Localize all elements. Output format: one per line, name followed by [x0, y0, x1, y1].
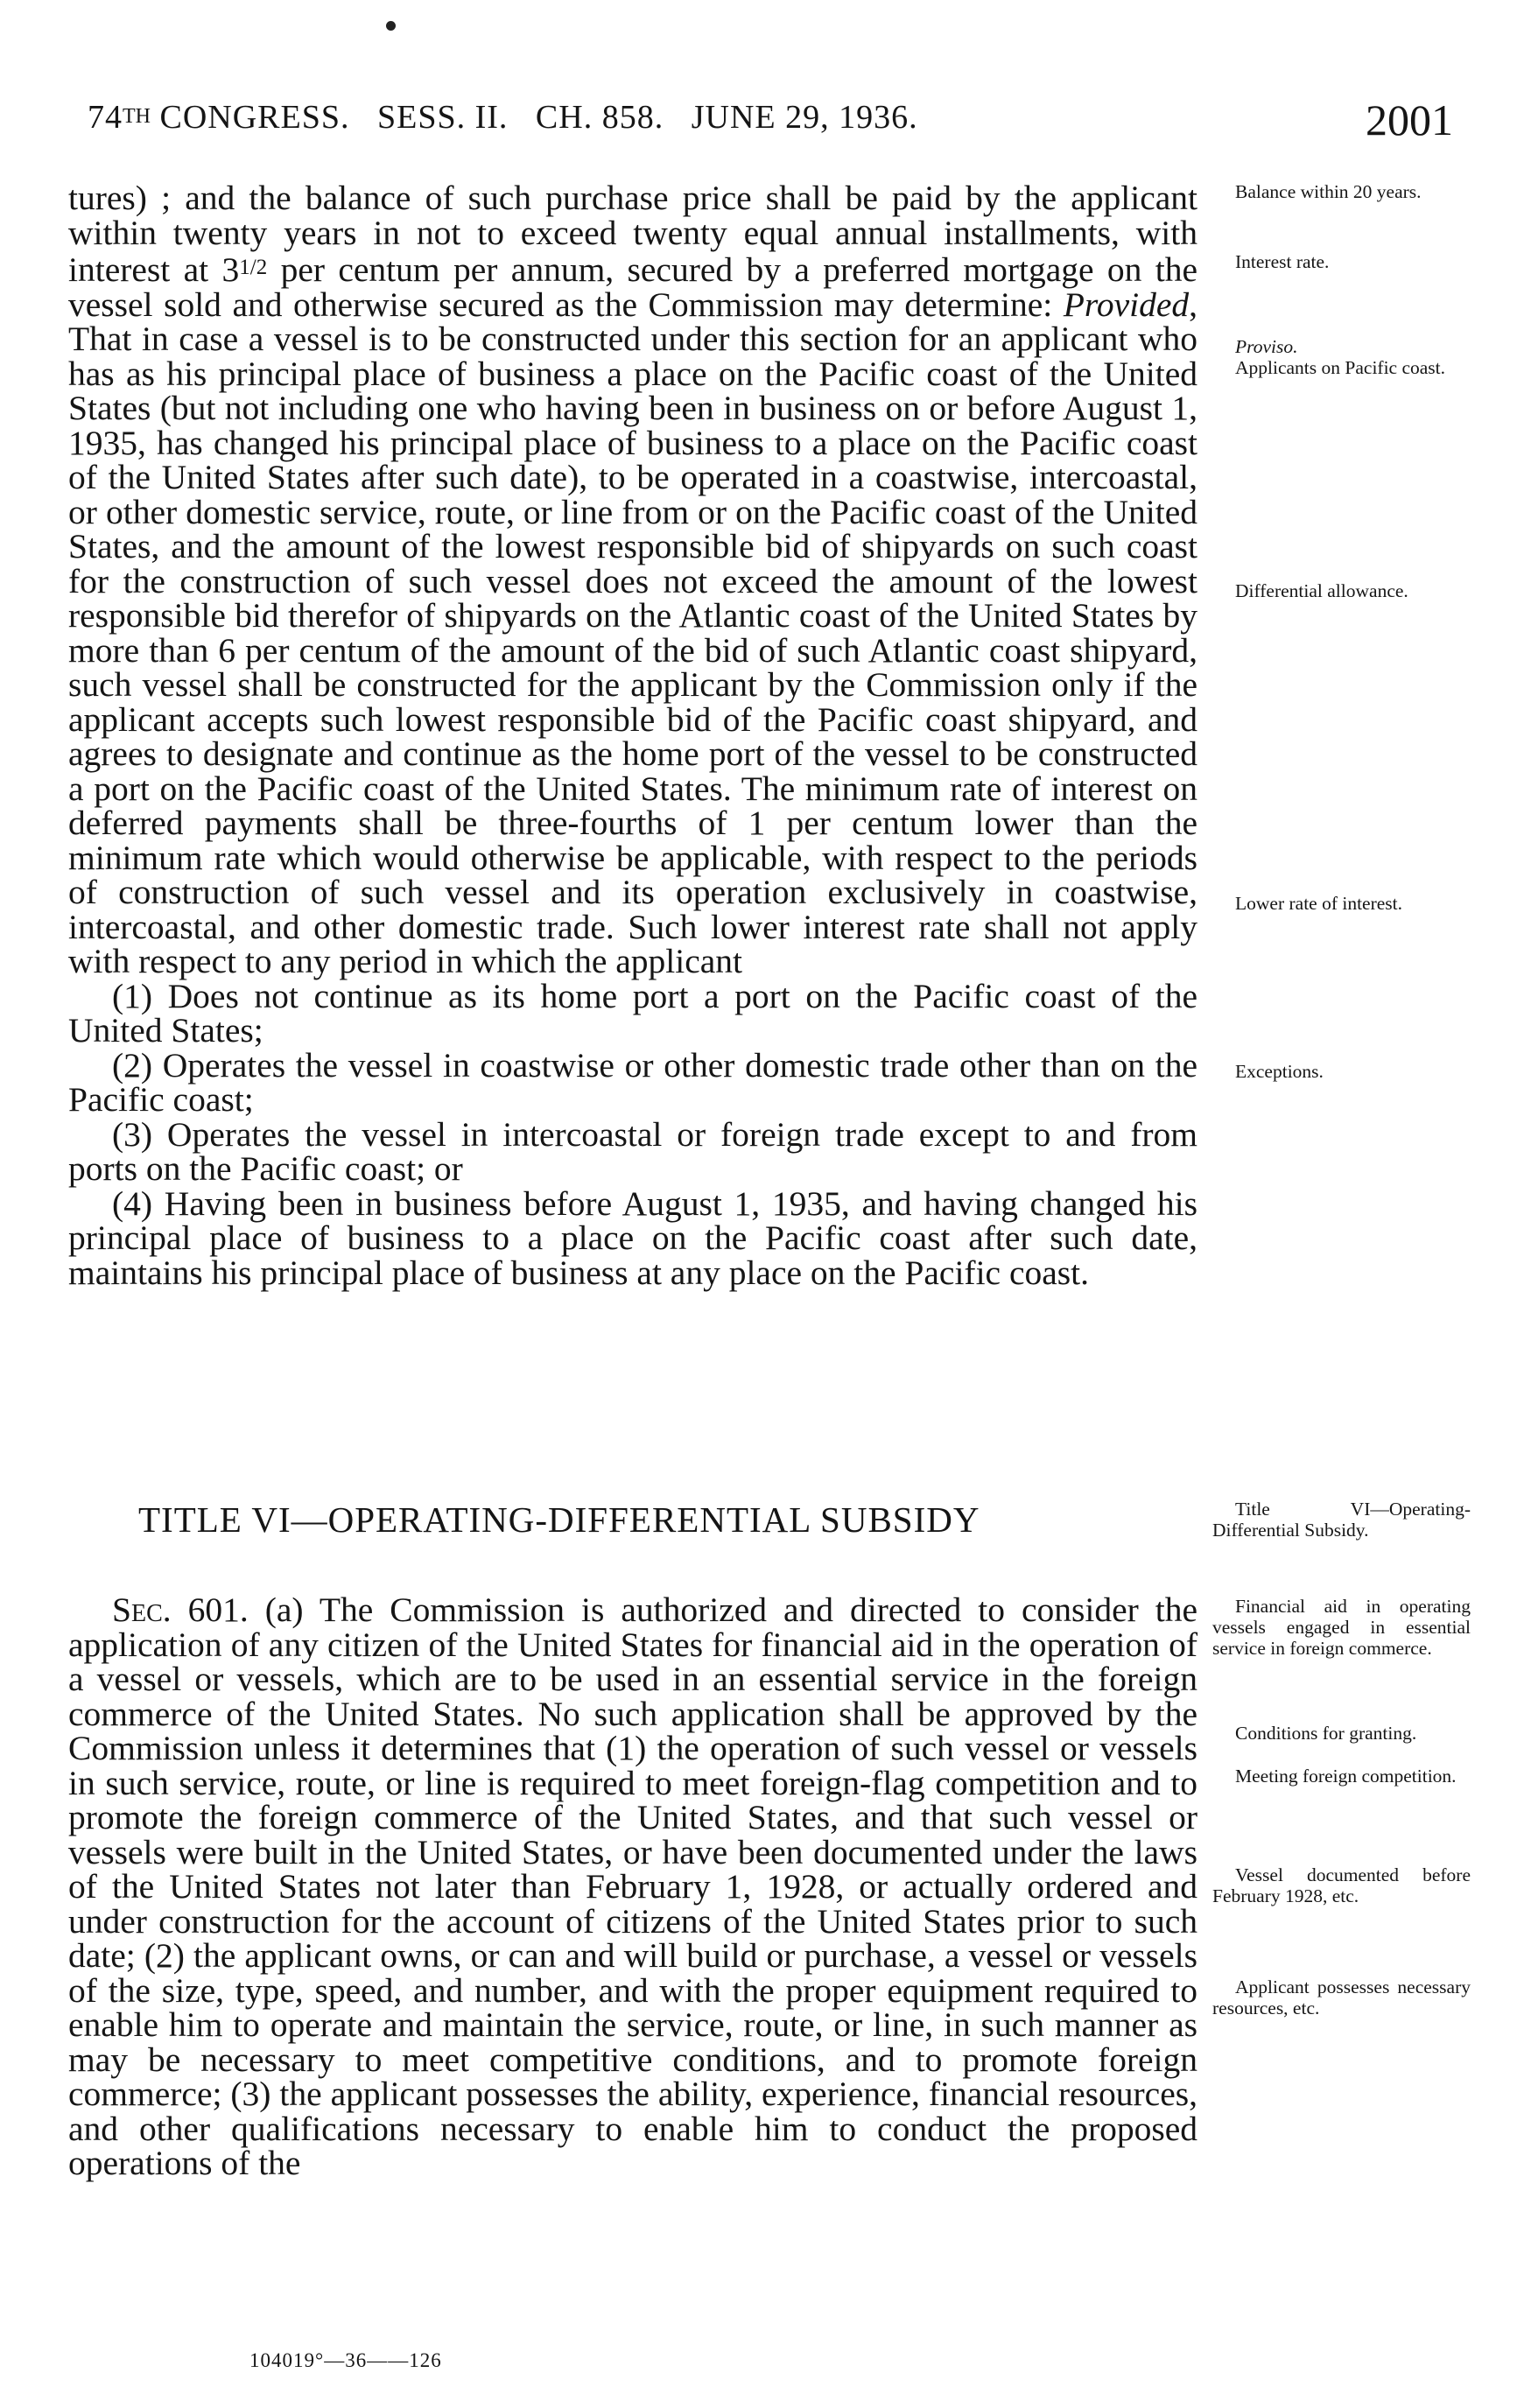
- margin-note-proviso: Proviso.: [1235, 336, 1298, 357]
- printer-signature: 104019°—36——126: [249, 2349, 442, 2371]
- exception-item-4: (4) Having been in business before August 1, 1935, and having changed his principal place of business to a place on the Pacific coast after such date, maintains his principal place of business at any place on the Pacific coast.: [68, 1183, 1197, 1292]
- page-header: [88, 95, 1453, 173]
- margin-note-applicant-resources: Applicant possesses necessary resources, etc.: [1212, 1976, 1471, 2018]
- margin-note-lower-rate: Lower rate of interest.: [1235, 893, 1403, 914]
- paragraph-purchase-price: [68, 181, 1197, 979]
- exception-item-1: (1) Does not continue as its home port a port on the Pacific coast of the United States;: [68, 976, 1197, 1050]
- margin-note-exceptions: Exceptions.: [1235, 1061, 1324, 1082]
- para1-text-a: tures) ; and the balance of such purchase price shall be paid by the applicant within twenty years in not to exceed twenty equal annual installments, with interest at 3: [68, 179, 1197, 289]
- title-heading: TITLE VI—OPERATING-DIFFERENTIAL SUBSIDY: [138, 1499, 980, 1540]
- exception-item-2: (2) Operates the vessel in coastwise or other domestic trade other than on the Pacific coast;: [68, 1045, 1197, 1119]
- margin-note-financial-aid: Financial aid in operating vessels engaged in essential service in foreign commerce.: [1212, 1596, 1471, 1659]
- margin-note-differential: Differential allowance.: [1235, 580, 1408, 601]
- running-head: [88, 98, 918, 137]
- body-section-601: [68, 1590, 1197, 2182]
- exception-item-3: (3) Operates the vessel in intercoastal or foreign trade except to and from ports on the Pacific coast; or: [68, 1114, 1197, 1188]
- provided-word: Provided: [1063, 284, 1190, 324]
- running-head-text: CONGRESS. SESS. II. CH. 858. JUNE 29, 1936.: [159, 99, 918, 136]
- margin-note-meeting: Meeting foreign competition.: [1235, 1766, 1457, 1787]
- margin-note-vessel-documented: Vessel documented before February 1928, etc.: [1212, 1864, 1471, 1906]
- congress-suffix: TH: [123, 105, 151, 128]
- congress-number: 74: [88, 99, 123, 136]
- ink-speck: [386, 21, 396, 31]
- margin-note-balance: Balance within 20 years.: [1235, 181, 1422, 202]
- section-label: Sec.: [112, 1590, 172, 1629]
- para1-text-b: per centum per annum, secured by a preferred mortgage on the vessel sold and otherwise secured as the Commission may determine:: [68, 250, 1197, 324]
- interest-fraction: 1/2: [239, 256, 268, 279]
- margin-note-applicants: Applicants on Pacific coast.: [1235, 357, 1446, 378]
- body-section-title-v: [68, 181, 1197, 1290]
- page-number: 2001: [1366, 95, 1453, 144]
- section-601-text: 601. (a) The Commission is authorized and directed to consider the application of any citizen of the United States for financial aid in the operation of a vessel or vessels, which are to be used in an essential service in the foreign commerce of the United States. No such application shall be approved by the Commission unless it determines that (1) the operation of such vessel or vessels in such service, route, or line is required to meet foreign-flag competition and to promote the foreign commerce of the United States, and that such vessel or vessels were built in the United States, or have been documented under the laws of the United States not later than February 1, 1928, or actually ordered and under construction for the account of citizens of the United States prior to such date; (2) the applicant owns, or can and will build or purchase, a vessel or vessels of the size, type, speed, and number, and with the proper equipment required to enable him to operate and maintain the service, route, or line, in such manner as may be necessary to meet competitive conditions, and to promote foreign commerce; (3) the applicant possesses the ability, experience, financial resources, and other qualifications necessary to enable him to conduct the proposed operations of the: [68, 1590, 1197, 2182]
- margin-note-interest: Interest rate.: [1235, 251, 1330, 272]
- margin-note-conditions: Conditions for granting.: [1235, 1723, 1417, 1744]
- margin-note-title-vi: Title VI—Operating-Differential Subsidy.: [1212, 1499, 1471, 1541]
- para1-text-c: , That in case a vessel is to be constructed under this section for an applicant who has as his principal place of business a place on the Pacific coast of the United States (but not including one who having been in business on or before August 1, 1935, has changed his principal place of business to a place on the Pacific coast of the United States after such date), to be operated in a coastwise, intercoastal, or other domestic service, route, or line from or on the Pacific coast of the United States, and the amount of the lowest responsible bid of shipyards on such coast for the construction of such vessel does not exceed the amount of the lowest responsible bid therefor of shipyards on the Atlantic coast of the United States by more than 6 per centum of the amount of the bid of such Atlantic coast shipyard, such vessel shall be constructed for the applicant by the Commission only if the applicant accepts such lowest responsible bid of the Pacific coast shipyard, and agrees to designate and continue as the home port of the vessel to be constructed a port on the Pacific coast of the United States. The minimum rate of interest on deferred payments shall be three-fourths of 1 per centum lower than the minimum rate which would otherwise be applicable, with respect to the periods of construction of such vessel and its operation exclusively in coastwise, intercoastal, and other domestic trade. Such lower interest rate shall not apply with respect to any period in which the applicant: [68, 284, 1197, 980]
- section-601-paragraph: [68, 1590, 1197, 2182]
